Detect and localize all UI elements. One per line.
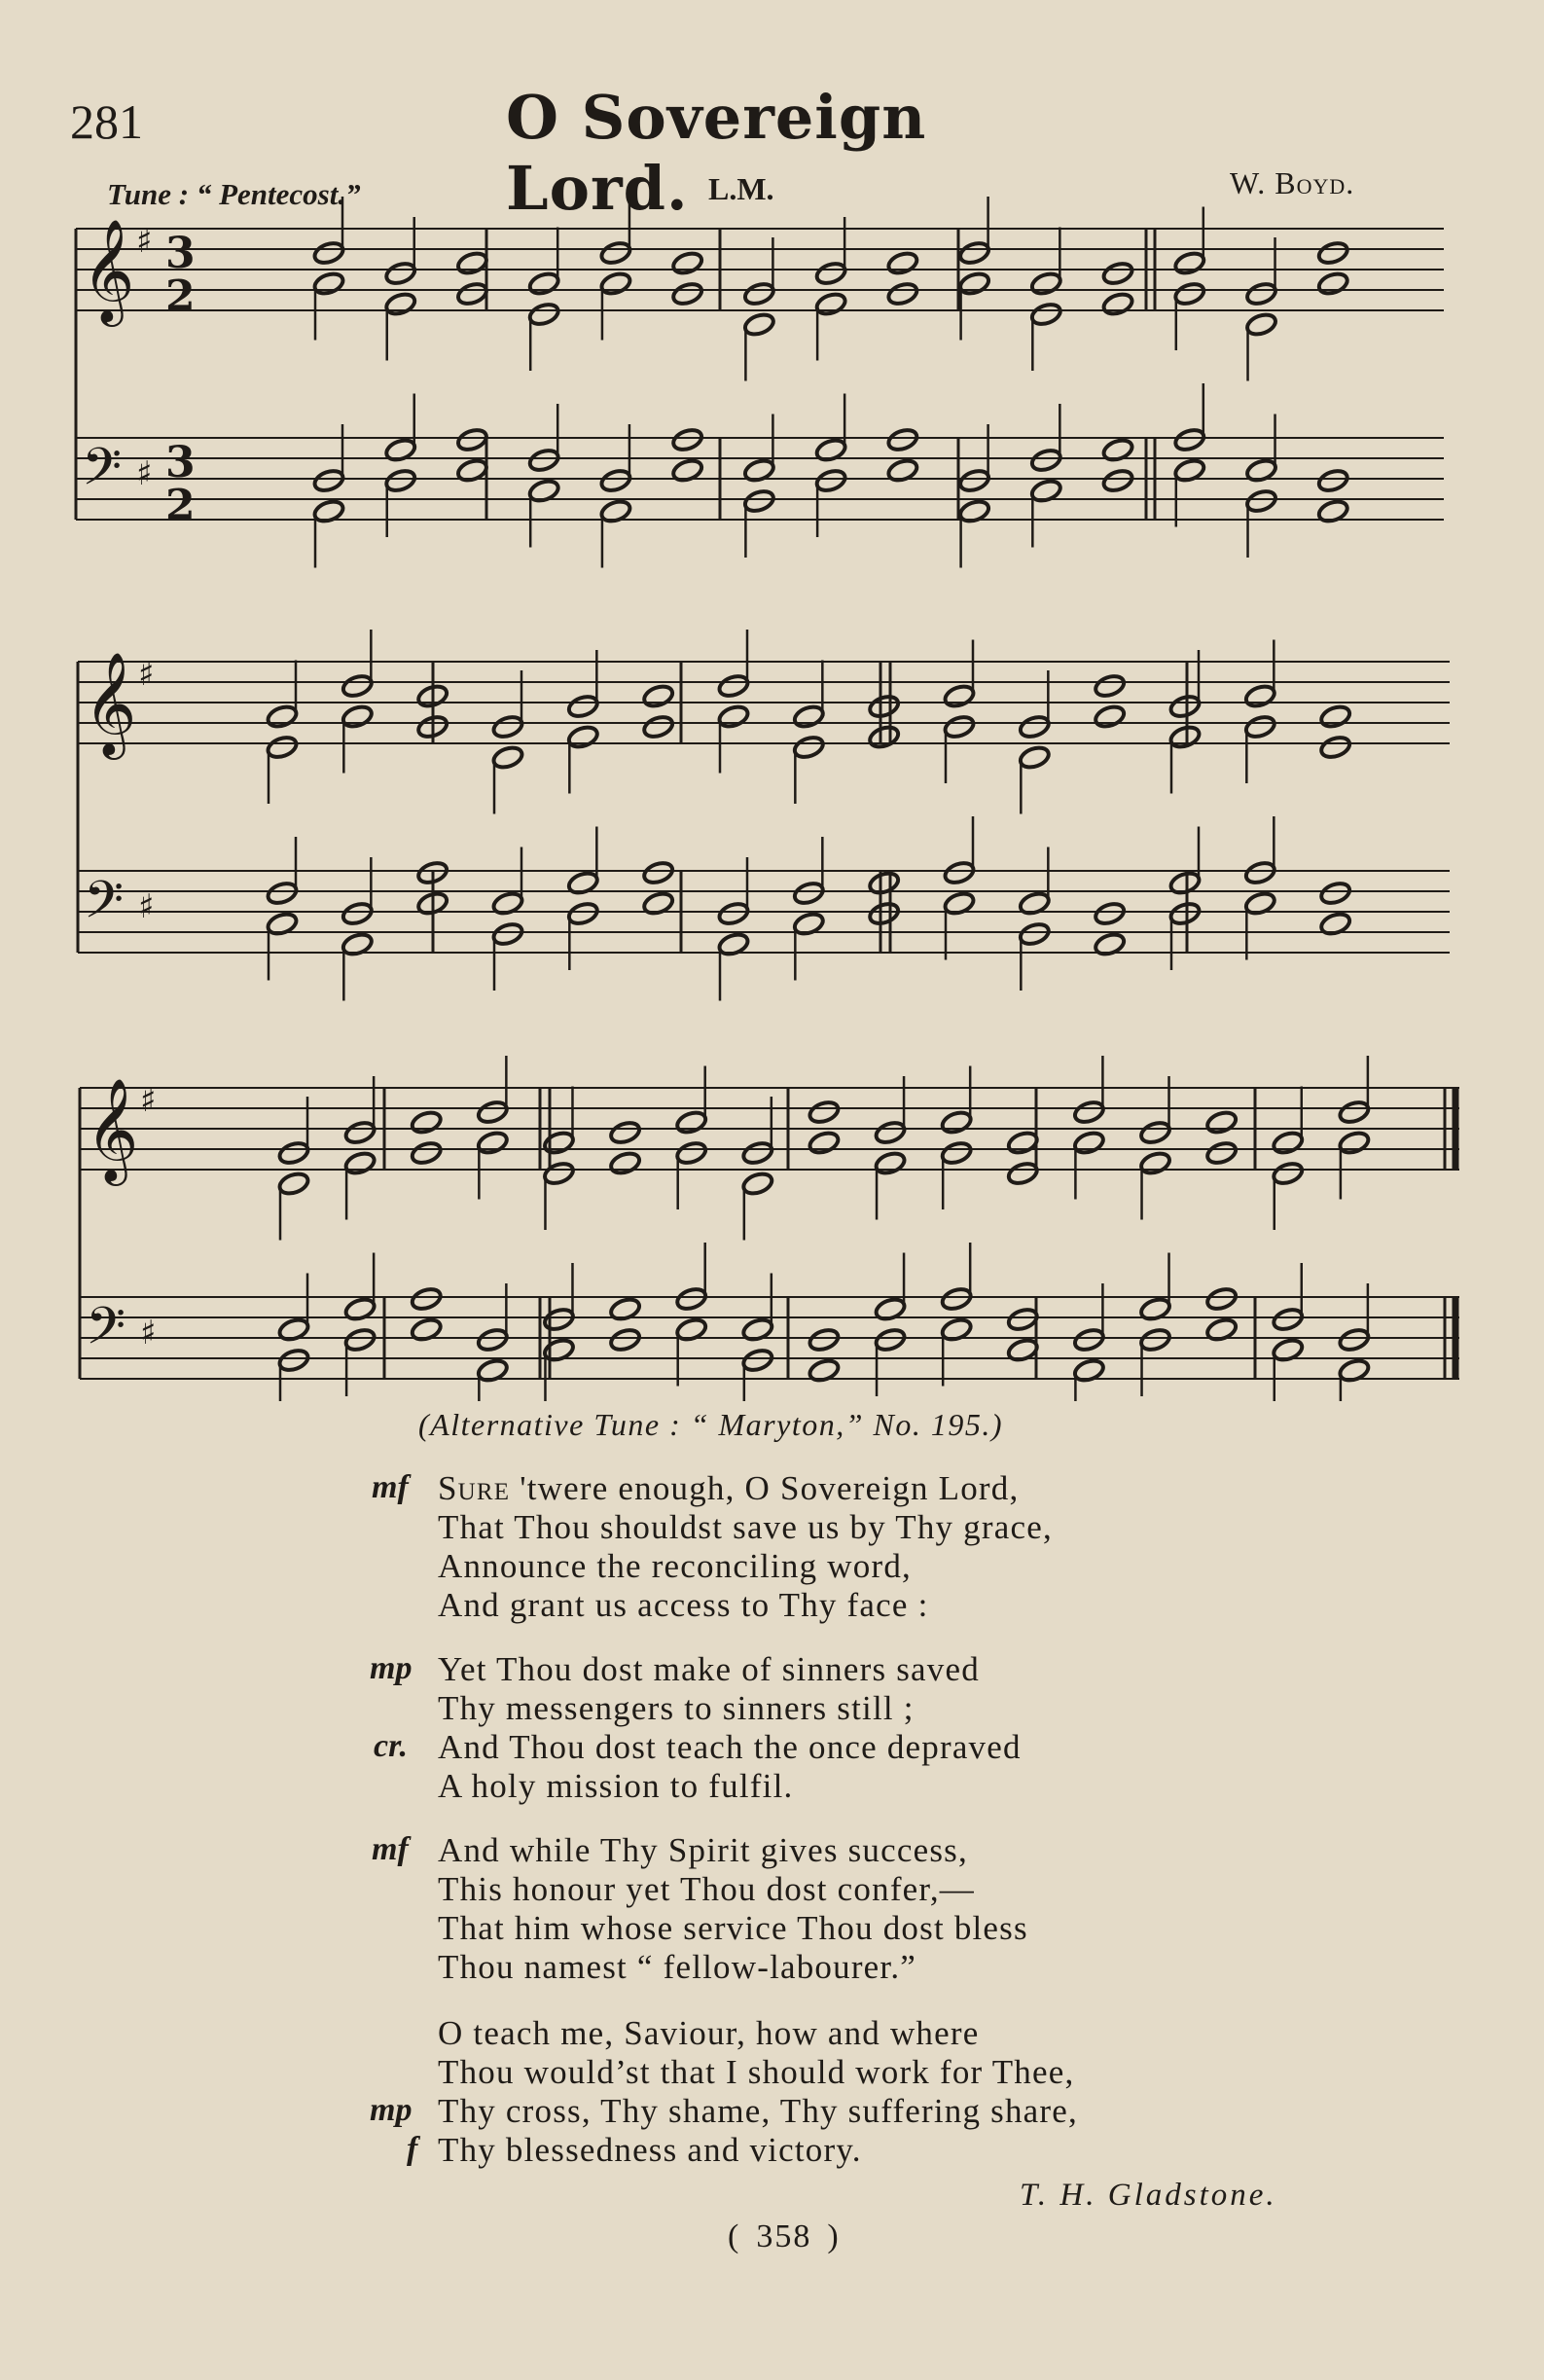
note-head bbox=[410, 1139, 443, 1166]
note-head bbox=[491, 890, 524, 917]
note-head bbox=[1318, 703, 1351, 730]
note-head bbox=[670, 250, 703, 276]
note-head bbox=[1018, 920, 1051, 947]
note-head bbox=[886, 250, 919, 276]
note-head bbox=[742, 280, 775, 307]
note-head bbox=[277, 1171, 310, 1197]
note-head bbox=[874, 1296, 907, 1322]
note-head bbox=[717, 703, 750, 730]
note-head bbox=[675, 1316, 708, 1343]
note-head bbox=[1138, 1119, 1171, 1145]
note-head bbox=[1168, 724, 1202, 750]
note-head bbox=[1173, 457, 1206, 484]
note-head bbox=[675, 1109, 708, 1136]
note-head bbox=[1072, 1099, 1105, 1125]
note-head bbox=[741, 1316, 774, 1343]
note-head bbox=[1072, 1326, 1105, 1352]
note-head bbox=[1006, 1160, 1039, 1186]
note-head bbox=[1318, 734, 1351, 760]
note-head bbox=[1244, 487, 1277, 514]
note-head bbox=[886, 426, 919, 452]
note-head bbox=[742, 487, 775, 514]
note-head bbox=[476, 1326, 509, 1352]
note-head bbox=[1093, 703, 1126, 730]
verse-line: This honour yet Thou dost confer,— bbox=[438, 1870, 976, 1908]
note-head bbox=[675, 1285, 708, 1312]
note-head bbox=[566, 900, 599, 926]
note-head bbox=[410, 1109, 443, 1136]
sharp-icon: ♯ bbox=[136, 222, 153, 261]
note-head bbox=[343, 1150, 377, 1176]
note-head bbox=[641, 859, 674, 885]
note-head bbox=[1101, 437, 1134, 463]
verse-line: Thy blessedness and victory. bbox=[438, 2131, 862, 2169]
note-head bbox=[410, 1316, 443, 1343]
note-head bbox=[1338, 1099, 1371, 1125]
note-head bbox=[1138, 1296, 1171, 1322]
verse-line: And Thou dost teach the once depraved bbox=[438, 1728, 1022, 1766]
note-head bbox=[943, 713, 976, 739]
note-head bbox=[341, 672, 374, 699]
note-head bbox=[1272, 1160, 1305, 1186]
verse-line: Yet Thou dost make of sinners saved bbox=[438, 1650, 980, 1688]
note-head bbox=[1318, 911, 1351, 937]
note-head bbox=[542, 1160, 575, 1186]
note-head bbox=[808, 1357, 841, 1384]
note-head bbox=[1204, 1109, 1238, 1136]
note-head bbox=[599, 270, 632, 297]
note-head bbox=[491, 713, 524, 739]
verse-line: Thou would’st that I should work for Thee, bbox=[438, 2053, 1075, 2091]
note-head bbox=[476, 1130, 509, 1156]
note-head bbox=[1173, 280, 1206, 307]
note-head bbox=[1272, 1130, 1305, 1156]
sharp-icon: ♯ bbox=[138, 887, 155, 926]
note-head bbox=[599, 498, 632, 524]
note-head bbox=[717, 900, 750, 926]
note-head bbox=[1316, 239, 1349, 266]
time-signature-top: 3 bbox=[165, 438, 196, 487]
verse-line: Sure 'twere enough, O Sovereign Lord, bbox=[438, 1469, 1020, 1507]
note-head bbox=[1272, 1306, 1305, 1332]
note-head bbox=[874, 1119, 907, 1145]
note-head bbox=[741, 1347, 774, 1373]
verse-line: Thy messengers to sinners still ; bbox=[438, 1689, 915, 1727]
note-head bbox=[792, 911, 825, 937]
verse-line: O teach me, Saviour, how and where bbox=[438, 2014, 980, 2052]
note-head bbox=[527, 270, 560, 297]
note-head bbox=[384, 260, 417, 286]
note-head bbox=[957, 467, 990, 493]
note-head bbox=[341, 931, 374, 957]
composer: W. Boyd. bbox=[1230, 165, 1355, 200]
verse-line: And while Thy Spirit gives success, bbox=[438, 1831, 968, 1869]
note-head bbox=[1093, 931, 1126, 957]
note-head bbox=[608, 1119, 641, 1145]
note-head bbox=[608, 1326, 641, 1352]
hymn-title: O Sovereign Lord. bbox=[506, 82, 927, 224]
note-head bbox=[886, 280, 919, 307]
note-head bbox=[1101, 467, 1134, 493]
time-signature-bottom: 2 bbox=[165, 481, 196, 530]
note-head bbox=[1243, 713, 1276, 739]
note-head bbox=[266, 911, 299, 937]
note-head bbox=[1204, 1316, 1238, 1343]
note-head bbox=[808, 1326, 841, 1352]
note-head bbox=[1243, 859, 1276, 885]
note-head bbox=[599, 239, 632, 266]
bass-clef-icon: 𝄢 bbox=[84, 871, 125, 943]
note-head bbox=[670, 426, 703, 452]
note-head bbox=[641, 683, 674, 709]
sharp-icon: ♯ bbox=[140, 1314, 157, 1352]
note-head bbox=[808, 1130, 841, 1156]
note-head bbox=[1093, 672, 1126, 699]
note-head bbox=[814, 291, 847, 317]
note-head bbox=[1072, 1130, 1105, 1156]
note-head bbox=[527, 301, 560, 327]
treble-clef-icon: 𝄞 bbox=[86, 1077, 139, 1181]
note-head bbox=[384, 291, 417, 317]
note-head bbox=[1338, 1130, 1371, 1156]
note-head bbox=[1244, 457, 1277, 484]
hymn-number: 281 bbox=[70, 94, 143, 149]
note-head bbox=[277, 1139, 310, 1166]
note-head bbox=[1173, 250, 1206, 276]
note-head bbox=[814, 260, 847, 286]
note-head bbox=[455, 250, 488, 276]
dynamic-marking: f bbox=[407, 2131, 418, 2167]
note-head bbox=[277, 1347, 310, 1373]
note-head bbox=[1101, 260, 1134, 286]
note-head bbox=[542, 1130, 575, 1156]
note-head bbox=[343, 1296, 377, 1322]
note-head bbox=[476, 1099, 509, 1125]
note-head bbox=[266, 703, 299, 730]
note-head bbox=[1029, 270, 1062, 297]
note-head bbox=[566, 693, 599, 719]
note-head bbox=[1138, 1150, 1171, 1176]
note-head bbox=[792, 734, 825, 760]
dynamic-marking: mp bbox=[370, 2092, 413, 2128]
note-head bbox=[1244, 280, 1277, 307]
note-head bbox=[940, 1109, 973, 1136]
dynamic-marking: mf bbox=[372, 1831, 409, 1867]
verse-line: Thou namest “ fellow-labourer.” bbox=[438, 1948, 917, 1986]
verse-line: Announce the reconciling word, bbox=[438, 1547, 912, 1585]
note-head bbox=[1338, 1357, 1371, 1384]
note-head bbox=[277, 1316, 310, 1343]
note-head bbox=[491, 920, 524, 947]
sharp-icon: ♯ bbox=[138, 655, 155, 694]
note-head bbox=[717, 931, 750, 957]
note-head bbox=[542, 1337, 575, 1363]
note-head bbox=[1244, 311, 1277, 338]
note-head bbox=[455, 280, 488, 307]
note-head bbox=[957, 270, 990, 297]
note-head bbox=[742, 457, 775, 484]
note-head bbox=[1272, 1337, 1305, 1363]
note-head bbox=[341, 900, 374, 926]
time-signature-top: 3 bbox=[165, 229, 196, 278]
note-head bbox=[957, 498, 990, 524]
note-head bbox=[1101, 291, 1134, 317]
note-head bbox=[675, 1139, 708, 1166]
note-head bbox=[641, 890, 674, 917]
note-head bbox=[814, 467, 847, 493]
note-head bbox=[1168, 870, 1202, 896]
note-head bbox=[341, 703, 374, 730]
note-head bbox=[641, 713, 674, 739]
note-head bbox=[1006, 1337, 1039, 1363]
note-head bbox=[491, 744, 524, 771]
meter: L.M. bbox=[708, 171, 774, 206]
dynamic-marking: cr. bbox=[374, 1728, 408, 1764]
note-head bbox=[1018, 713, 1051, 739]
note-head bbox=[455, 426, 488, 452]
note-head bbox=[1338, 1326, 1371, 1352]
note-head bbox=[1018, 744, 1051, 771]
note-head bbox=[867, 870, 900, 896]
note-head bbox=[1316, 270, 1349, 297]
note-head bbox=[312, 498, 345, 524]
note-head bbox=[792, 880, 825, 906]
note-head bbox=[1006, 1306, 1039, 1332]
tune-label: Tune : “ Pentecost.” bbox=[107, 177, 361, 211]
note-head bbox=[670, 457, 703, 484]
note-head bbox=[1018, 890, 1051, 917]
note-head bbox=[867, 900, 900, 926]
verse-line: Thy cross, Thy shame, Thy suffering share, bbox=[438, 2092, 1078, 2130]
note-head bbox=[384, 467, 417, 493]
note-head bbox=[943, 683, 976, 709]
time-signature-bottom: 2 bbox=[165, 271, 196, 321]
note-head bbox=[1316, 498, 1349, 524]
note-head bbox=[874, 1150, 907, 1176]
note-head bbox=[1093, 900, 1126, 926]
note-head bbox=[1072, 1357, 1105, 1384]
note-head bbox=[867, 693, 900, 719]
note-head bbox=[384, 437, 417, 463]
treble-clef-icon: 𝄞 bbox=[82, 218, 135, 322]
note-head bbox=[940, 1139, 973, 1166]
note-head bbox=[717, 672, 750, 699]
note-head bbox=[808, 1099, 841, 1125]
note-head bbox=[312, 270, 345, 297]
bass-clef-icon: 𝄢 bbox=[86, 1297, 126, 1369]
note-head bbox=[1173, 426, 1206, 452]
note-head bbox=[527, 447, 560, 473]
sharp-icon: ♯ bbox=[136, 454, 153, 493]
note-head bbox=[476, 1357, 509, 1384]
note-head bbox=[742, 311, 775, 338]
note-head bbox=[1318, 880, 1351, 906]
note-head bbox=[1243, 683, 1276, 709]
note-head bbox=[1316, 467, 1349, 493]
note-head bbox=[608, 1150, 641, 1176]
note-head bbox=[1029, 478, 1062, 504]
note-head bbox=[670, 280, 703, 307]
alternative-tune-note: (Alternative Tune : “ Maryton,” No. 195.) bbox=[418, 1407, 1004, 1442]
sharp-icon: ♯ bbox=[140, 1081, 157, 1120]
note-head bbox=[1029, 447, 1062, 473]
verse-line: And grant us access to Thy face : bbox=[438, 1586, 929, 1624]
note-head bbox=[266, 734, 299, 760]
note-head bbox=[874, 1326, 907, 1352]
note-head bbox=[741, 1171, 774, 1197]
note-head bbox=[1029, 301, 1062, 327]
note-head bbox=[741, 1139, 774, 1166]
verse-line: A holy mission to fulfil. bbox=[438, 1767, 794, 1805]
note-head bbox=[792, 703, 825, 730]
note-head bbox=[940, 1285, 973, 1312]
dynamic-marking: mf bbox=[372, 1469, 409, 1505]
note-head bbox=[527, 478, 560, 504]
note-head bbox=[1204, 1139, 1238, 1166]
note-head bbox=[1168, 693, 1202, 719]
note-head bbox=[1204, 1285, 1238, 1312]
note-head bbox=[312, 467, 345, 493]
note-head bbox=[343, 1326, 377, 1352]
note-head bbox=[940, 1316, 973, 1343]
note-head bbox=[943, 890, 976, 917]
note-head bbox=[566, 724, 599, 750]
verse-line: That Thou shouldst save us by Thy grace, bbox=[438, 1508, 1053, 1546]
note-head bbox=[814, 437, 847, 463]
note-head bbox=[455, 457, 488, 484]
note-head bbox=[943, 859, 976, 885]
note-head bbox=[957, 239, 990, 266]
note-head bbox=[566, 870, 599, 896]
note-head bbox=[599, 467, 632, 493]
note-head bbox=[542, 1306, 575, 1332]
note-head bbox=[266, 880, 299, 906]
bass-clef-icon: 𝄢 bbox=[82, 438, 123, 510]
page-number: ( 358 ) bbox=[728, 2218, 841, 2254]
note-head bbox=[1006, 1130, 1039, 1156]
note-head bbox=[410, 1285, 443, 1312]
note-head bbox=[312, 239, 345, 266]
note-head bbox=[886, 457, 919, 484]
note-head bbox=[1168, 900, 1202, 926]
note-head bbox=[343, 1119, 377, 1145]
note-head bbox=[1243, 890, 1276, 917]
note-head bbox=[1138, 1326, 1171, 1352]
verse-line: That him whose service Thou dost bless bbox=[438, 1909, 1028, 1947]
note-head bbox=[867, 724, 900, 750]
dynamic-marking: mp bbox=[370, 1650, 413, 1686]
treble-clef-icon: 𝄞 bbox=[84, 651, 137, 755]
author-credit: T. H. Gladstone. bbox=[1020, 2178, 1277, 2213]
note-head bbox=[608, 1296, 641, 1322]
